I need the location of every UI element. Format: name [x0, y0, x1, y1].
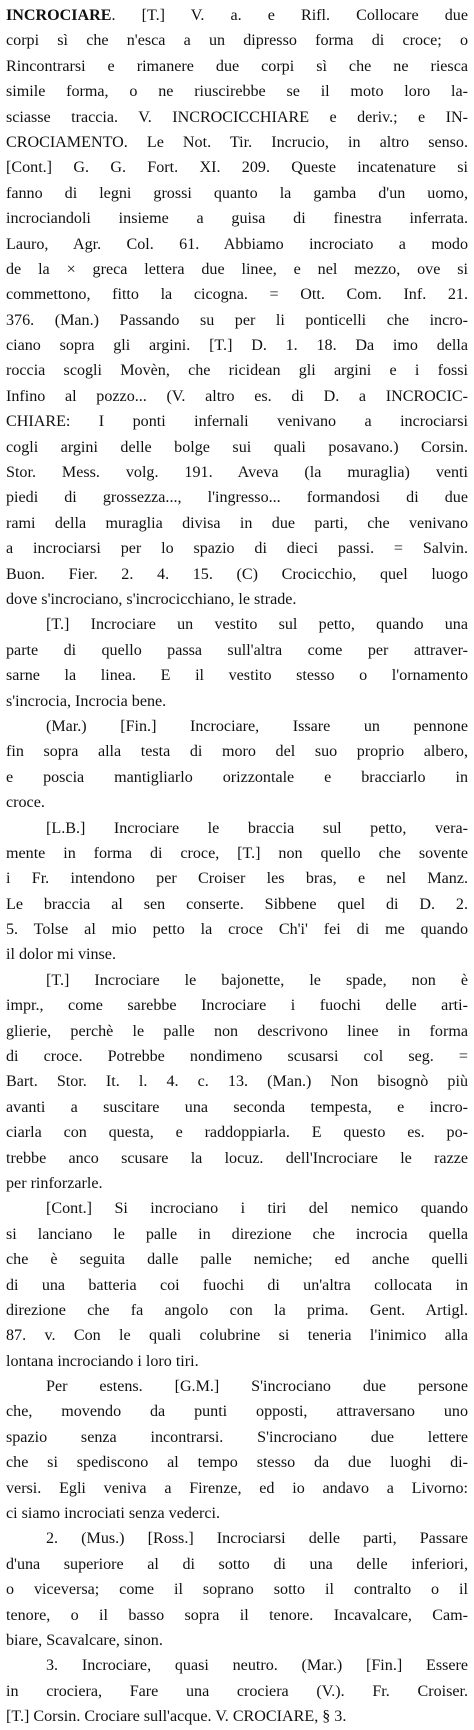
entry-line: [Cont.] G. G. Fort. XI. 209. Queste incatenature si [6, 159, 468, 177]
entry-line: mente in forma di croce, [T.] non quello che sovente [6, 844, 468, 862]
entry-line: piedi di grossezza..., l'ingresso... formandosi di due [6, 489, 468, 507]
entry-line: CHIARE: I ponti infernali venivano a incrociarsi [6, 413, 468, 431]
entry-line: roccia scogli Movèn, che ricidean gli argini e i fossi [6, 362, 468, 380]
entry-line: Lauro, Agr. Col. 61. Abbiamo incrociato a modo [6, 235, 468, 253]
entry-line: fanno di legni grossi quanto la gamba d'un uomo, [6, 184, 468, 202]
entry-line: che si spediscono al tempo stesso da due luoghi di- [6, 1454, 468, 1472]
entry-line: Per estens. [G.M.] S'incrociano due persone [46, 1378, 468, 1396]
entry-line: ci siamo incrociati senza vederci. [6, 1505, 221, 1523]
entry-line: 87. v. Con le quali colubrine si teneria l'inimico alla [6, 1327, 468, 1345]
entry-line: il dolor mi vinse. [6, 946, 116, 964]
entry-paragraph-8 [6, 1526, 468, 1653]
entry-line: [Cont.] Si incrociano i tiri del nemico quando [46, 1200, 468, 1218]
entry-line: trebbe anco scusare la locuz. dell'Incrociare le razze [6, 1149, 468, 1167]
entry-line: si lanciano le palle in direzione che incrocia quella [6, 1225, 468, 1243]
entry-line: impr., come sarebbe Incrociare i fuochi delle arti- [6, 997, 468, 1015]
entry-line: ciarla con questa, e raddoppiarla. E questo es. po- [6, 1124, 468, 1142]
entry-line: de la × greca lettera due linee, e nel mezzo, ove si [6, 260, 468, 278]
entry-line: 2. (Mus.) [Ross.] Incrociarsi delle parti, Passare [46, 1530, 468, 1548]
entry-line: rami della muraglia divisa in due parti, che venivano [6, 514, 468, 532]
entry-line: lontana incrociando i loro tiri. [6, 1352, 199, 1370]
entry-line: Stor. Mess. volg. 191. Aveva (la muraglia) venti [6, 464, 468, 482]
entry-line: biare, Scavalcare, sinon. [6, 1632, 163, 1649]
entry-line: simile forma, o ne riuscirebbe se il moto loro la- [6, 83, 468, 101]
entry-line: cogli argini delle bolge sui quali posavano.) Corsin. [6, 438, 468, 456]
entry-line: parte di quello passa sull'altra come per attraver- [6, 641, 468, 659]
entry-line: [T.] Corsin. Crociare sull'acque. V. CROCIARE, § 3. [6, 1708, 347, 1726]
entry-line: fin sopra alla testa di moro del suo proprio albero, [6, 743, 468, 761]
entry-paragraph-6 [6, 1196, 468, 1374]
entry-line: tenore, o il basso sopra il tenore. Incavalcare, Cam- [6, 1606, 468, 1624]
entry-line: Le braccia al sen conserte. Sibbene quel di D. 2. [6, 895, 468, 913]
entry-line: avanti a suscitare una seconda tempesta, e incro- [6, 1098, 468, 1116]
entry-line: Buon. Fier. 2. 4. 15. (C) Crocicchio, quel luogo [6, 565, 468, 583]
entry-line: 3. Incrociare, quasi neutro. (Mar.) [Fin.] Essere [46, 1657, 468, 1675]
entry-paragraph-4 [6, 816, 468, 968]
entry-line: versi. Egli veniva a Firenze, ed io andavo a Livorno: [6, 1479, 468, 1497]
entry-line: che, movendo da punti opposti, attraversano uno [6, 1403, 468, 1421]
entry-line: a incrociarsi per lo spazio di dieci passi. = Salvin. [6, 540, 468, 558]
entry-line: sarne la linea. E il vestito stesso o l'ornamento [6, 667, 468, 685]
entry-line: Rincontrarsi e rimanere due corpi sì che ne riesca [6, 57, 468, 75]
entry-line: commettono, fitto la cicogna. = Ott. Com. Inf. 21. [6, 286, 468, 304]
entry-paragraph-5 [6, 968, 468, 1197]
entry-line: spazio senza incontrarsi. S'incrociano due lettere [6, 1428, 468, 1446]
entry-line: 376. (Man.) Passando su per li ponticelli che incro- [6, 311, 468, 329]
entry-line: per rinforzarle. [6, 1174, 103, 1192]
entry-line: [T.] Incrociare un vestito sul petto, quando una [46, 616, 468, 634]
entry-line: s'incrocia, Incrocia bene. [6, 692, 167, 710]
entry-line: [T.] Incrociare le bajonette, le spade, non è [46, 971, 468, 989]
entry-line: ciano sopra gli argini. [T.] D. 1. 18. Da imo della [6, 337, 468, 355]
entry-line: incrociandoli insieme a guisa di finestra inferrata. [6, 210, 468, 228]
entry-line: corpi sì che n'esca a un dipresso forma di croce; o [6, 32, 468, 50]
entry-line: (Mar.) [Fin.] Incrociare, Issare un pennone [46, 717, 468, 735]
entry-line: Bart. Stor. It. l. 4. c. 13. (Man.) Non bisognò più [6, 1073, 468, 1091]
entry-line: d'una superiore al di sotto di una delle inferiori, [6, 1555, 468, 1573]
entry-line: dove s'incrociano, s'incrocicchiano, le strade. [6, 590, 297, 608]
entry-paragraph-2 [6, 612, 468, 714]
entry-line: croce. [6, 794, 45, 812]
entry-line: Infino al pozzo... (V. altro es. di D. a INCROCIC- [6, 387, 468, 405]
entry-paragraph-7 [6, 1374, 468, 1526]
entry-line: glierie, perchè le palle non descrivono linee in forma [6, 1022, 468, 1040]
entry-line: sciasse traccia. V. INCROCICCHIARE e deriv.; e IN- [6, 108, 468, 126]
entry-line: e poscia mantigliarlo orizzontale e bracciarlo in [6, 768, 468, 786]
entry-line: 5. Tolse al mio petto la croce Ch'i' fei di me quando [6, 921, 468, 939]
entry-line: i Fr. intendono per Croiser les bras, e nel Manz. [6, 870, 468, 888]
dictionary-entry-incrociare [6, 3, 468, 1730]
entry-line: di una batteria coi fuochi di un'altra collocata in [6, 1276, 468, 1294]
entry-line: direzione che fa angolo con la prima. Gent. Artigl. [6, 1301, 468, 1319]
entry-paragraph-1 [6, 3, 468, 612]
entry-line: [L.B.] Incrociare le braccia sul petto, vera- [46, 819, 468, 837]
entry-line: o viceversa; come il soprano sotto il contralto o il [6, 1581, 468, 1599]
entry-line: che è seguita dalle palle nemiche; ed anche quelli [6, 1251, 468, 1269]
entry-line: INCROCIARE. [T.] V. a. e Rifl. Collocare due [6, 7, 468, 24]
entry-paragraph-9 [6, 1653, 468, 1729]
headword: INCROCIARE [6, 7, 112, 24]
entry-line: CROCIAMENTO. Le Not. Tir. Incrucio, in altro senso. [6, 133, 468, 151]
entry-line: in crociera, Fare una crociera (V.). Fr. Croiser. [6, 1682, 468, 1700]
entry-line: di croce. Potrebbe nondimeno scusarsi col seg. = [6, 1048, 468, 1066]
entry-paragraph-3 [6, 714, 468, 816]
